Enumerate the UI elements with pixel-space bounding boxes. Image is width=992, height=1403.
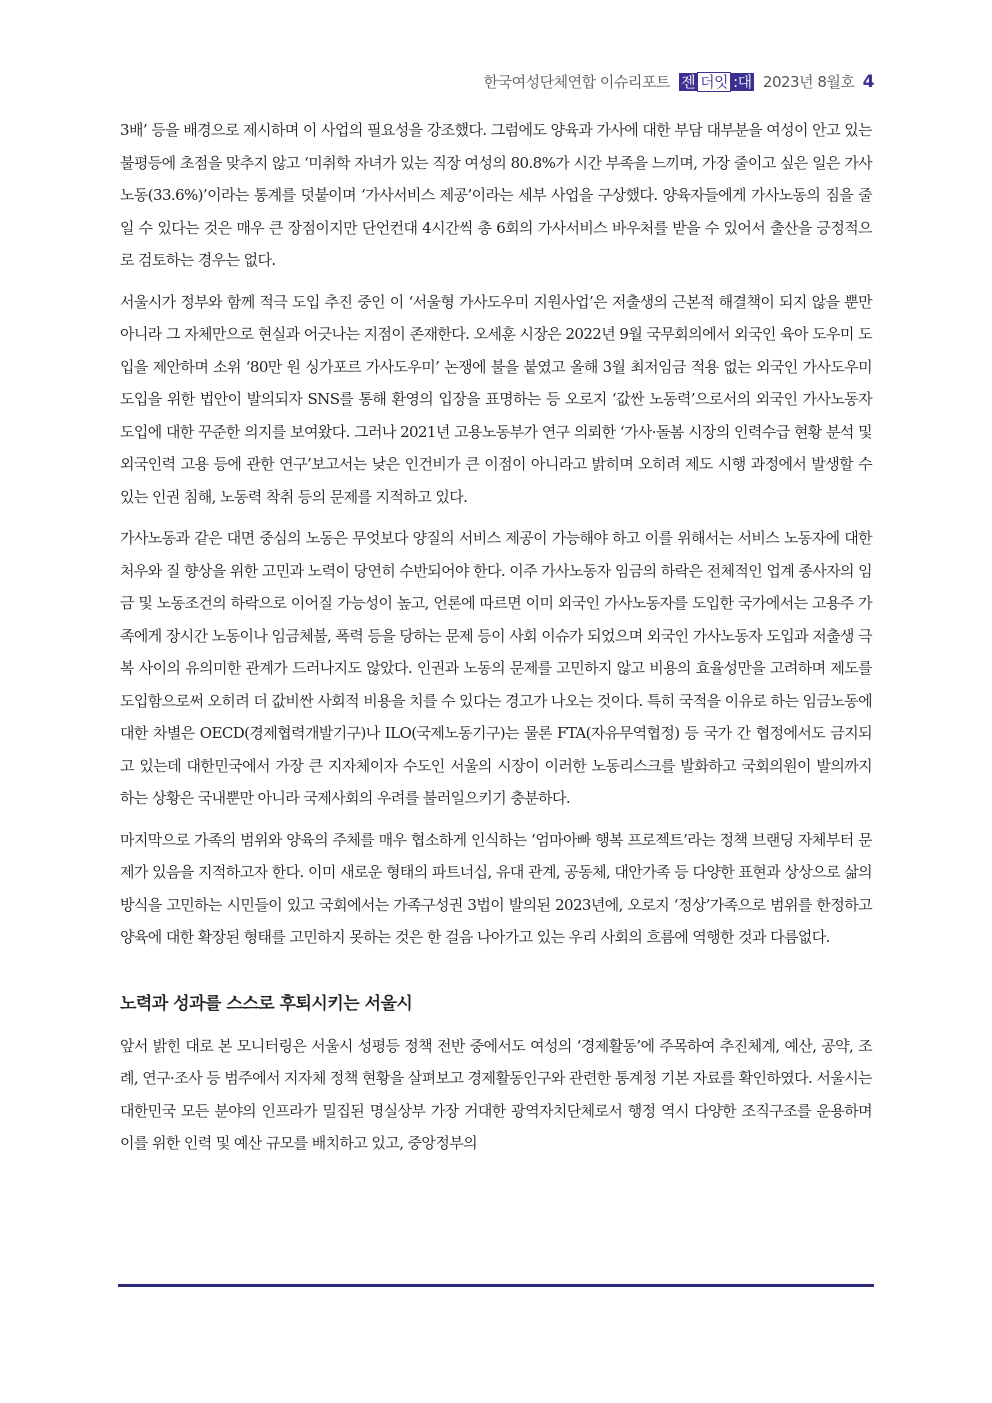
paragraph-1: 3배’ 등을 배경으로 제시하며 이 사업의 필요성을 강조했다. 그럼에도 양육과 가사에 대한 부담 대부분을 여성이 안고 있는 불평등에 초점을 맞추지 않고 ‘미취학 자녀가 있는 직장 여성의 80.8%가 시간 부족을 느끼며, 가장 줄이고 싶은 일은 가사노동(33.6%)’이라는 통계를 덧붙이며 ‘가사서비스 제공’이라는 세부 사업을 구상했다. 양육자들에게 가사노동의 짐을 줄일 수 있다는 것은 매우 큰 장점이지만 단언컨대 4시간씩 총 6회의 가사서비스 바우처를 받을 수 있어서 출산을 긍정적으로 검토하는 경우는 없다. <box>120 121 872 269</box>
section-paragraph: 앞서 밝힌 대로 본 모니터링은 서울시 성평등 정책 전반 중에서도 여성의 ‘경제활동’에 주목하여 추진체계, 예산, 공약, 조례, 연구·조사 등 범주에서 지자체 정책 현황을 살펴보고 경제활동인구와 관련한 통계청 기본 자료를 확인하였다. 서울시는 대한민국 모든 분야의 인프라가 밀집된 명실상부 가장 거대한 광역자치단체로서 행정 역시 다양한 조직구조를 운용하며 이를 위한 인력 및 예산 규모를 배치하고 있고, 중앙정부의 <box>120 1036 872 1152</box>
badge-part-3: :대 <box>733 73 752 91</box>
issue-date: 2023년 8월호 <box>762 73 855 91</box>
section-heading: 노력과 성과를 스스로 후퇴시키는 서울시 <box>120 993 413 1014</box>
badge-part-1: 젠 <box>681 73 696 91</box>
publisher-name: 한국여성단체연합 이슈리포트 <box>483 73 670 91</box>
document-body <box>120 114 872 1169</box>
report-badge <box>676 71 757 93</box>
paragraph-4: 마지막으로 가족의 범위와 양육의 주체를 매우 협소하게 인식하는 ‘엄마아빠 행복 프로젝트’라는 정책 브랜딩 자체부터 문제가 있음을 지적하고자 한다. 이미 새로운 형태의 파트너십, 유대 관계, 공동체, 대안가족 등 다양한 표현과 상상으로 삶의 방식을 고민하는 시민들이 있고 국회에서는 가족구성권 3법이 발의된 2023년에, 오로지 ‘정상’가족으로 범위를 한정하고 양육에 대한 확장된 형태를 고민하지 못하는 것은 한 걸음 나아가고 있는 우리 사회의 흐름에 역행한 것과 다름없다. <box>120 830 872 946</box>
paragraph-3: 가사노동과 같은 대면 중심의 노동은 무엇보다 양질의 서비스 제공이 가능해야 하고 이를 위해서는 서비스 노동자에 대한 처우와 질 향상을 위한 고민과 노력이 당연히 수반되어야 한다. 이주 가사노동자 임금의 하락은 전체적인 업계 종사자의 임금 및 노동조건의 하락으로 이어질 가능성이 높고, 언론에 따르면 이미 외국인 가사노동자를 도입한 국가에서는 고용주 가족에게 장시간 노동이나 임금체불, 폭력 등을 당하는 문제 등이 사회 이슈가 되었으며 외국인 가사노동자 도입과 저출생 극복 사이의 유의미한 관계가 드러나지도 않았다. 인권과 노동의 문제를 고민하지 않고 비용의 효율성만을 고려하며 제도를 도입함으로써 오히려 더 값비싼 사회적 비용을 치를 수 있다는 경고가 나오는 것이다. 특히 국적을 이유로 하는 임금노동에 대한 차별은 OECD(경제협력개발기구)나 ILO(국제노동기구)는 물론 FTA(자유무역협정) 등 국가 간 협정에서도 금지되고 있는데 대한민국에서 가장 큰 지자체이자 수도인 서울의 시장이 이러한 노동리스크를 발화하고 국회의원이 발의까지 하는 상황은 국내뿐만 아니라 국제사회의 우려를 불러일으키기 충분하다. <box>120 529 872 807</box>
page-header <box>118 70 874 94</box>
bottom-divider <box>118 1284 874 1287</box>
page-number: 4 <box>862 72 874 92</box>
paragraph-2: 서울시가 정부와 함께 적극 도입 추진 중인 이 ‘서울형 가사도우미 지원사업’은 저출생의 근본적 해결책이 되지 않을 뿐만 아니라 그 자체만으로 현실과 어긋나는 지점이 존재한다. 오세훈 시장은 2022년 9월 국무회의에서 외국인 육아 도우미 도입을 제안하며 소위 ‘80만 원 싱가포르 가사도우미’ 논쟁에 불을 붙였고 올해 3월 최저임금 적용 없는 외국인 가사도우미 도입을 위한 법안이 발의되자 SNS를 통해 환영의 입장을 표명하는 등 오로지 ‘값싼 노동력’으로서의 외국인 가사노동자 도입에 대한 꾸준한 의지를 보여왔다. 그러나 2021년 고용노동부가 연구 의뢰한 ‘가사·돌봄 시장의 인력수급 현황 분석 및 외국인력 고용 등에 관한 연구’보고서는 낮은 인건비가 큰 이점이 아니라고 밝히며 오히려 제도 시행 과정에서 발생할 수 있는 인권 침해, 노동력 착취 등의 문제를 지적하고 있다. <box>120 292 872 506</box>
badge-part-2: 더잇 <box>697 72 731 92</box>
